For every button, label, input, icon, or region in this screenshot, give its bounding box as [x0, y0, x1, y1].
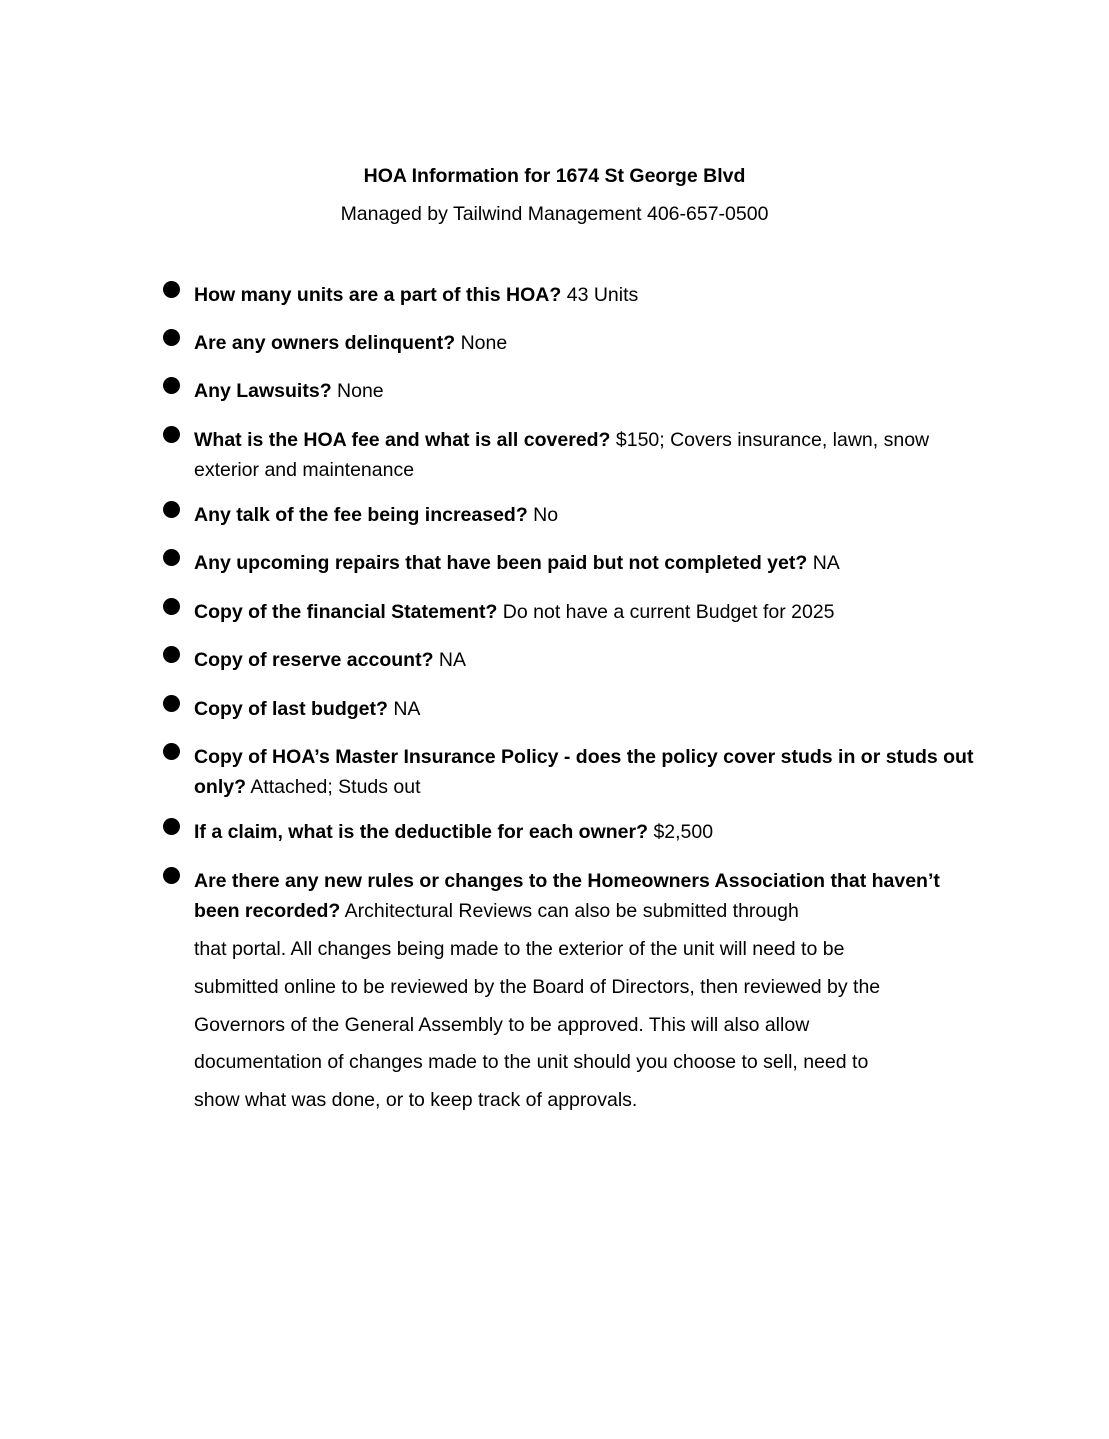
bullet-icon: [163, 329, 180, 346]
bullet-icon: [163, 549, 180, 566]
answer-text: NA: [812, 552, 840, 574]
list-item: [194, 867, 984, 926]
list-item: [194, 281, 984, 311]
bullet-icon: [163, 426, 180, 443]
paragraph-line: show what was done, or to keep track of approvals.: [194, 1089, 638, 1111]
answer-text: No: [533, 504, 559, 526]
bullet-icon: [163, 743, 180, 760]
paragraph-line: documentation of changes made to the unit should you choose to sell, need to: [194, 1051, 869, 1073]
list-item: [194, 377, 984, 407]
answer-text: Architectural Reviews can also be submitted through: [344, 899, 799, 922]
answer-text: NA: [438, 649, 466, 671]
question-text: Are any owners delinquent?: [194, 332, 456, 354]
bullet-icon: [163, 377, 180, 394]
bullet-icon: [163, 646, 180, 663]
question-text: If a claim, what is the deductible for each owner?: [194, 821, 649, 843]
paragraph-line: submitted online to be reviewed by the Board of Directors, then reviewed by the: [194, 976, 881, 998]
bullet-icon: [163, 818, 180, 835]
list-item: [194, 646, 984, 676]
question-text: What is the HOA fee and what is all covered?: [194, 429, 611, 451]
list-item: [194, 329, 984, 359]
list-item: [194, 695, 984, 725]
list-item: [194, 598, 984, 628]
question-text: Are there any new rules or changes to the Homeowners Association that haven’t been recorded?: [194, 870, 940, 922]
paragraph-line: Governors of the General Assembly to be approved. This will also allow: [194, 1014, 810, 1036]
answer-text: $150; Covers insurance, lawn, snow exterior and maintenance: [194, 429, 930, 481]
bullet-icon: [163, 695, 180, 712]
question-text: Any talk of the fee being increased?: [194, 504, 528, 526]
question-text: How many units are a part of this HOA?: [194, 284, 562, 306]
paragraph-line: that portal. All changes being made to the exterior of the unit will need to be: [194, 938, 845, 960]
bullet-icon: [163, 598, 180, 615]
bullet-icon: [163, 867, 180, 884]
question-text: Any Lawsuits?: [194, 380, 332, 402]
bullet-icon: [163, 501, 180, 518]
answer-text: $2,500: [653, 821, 714, 843]
answer-text: 43 Units: [566, 284, 639, 306]
page-title: HOA Information for 1674 St George Blvd: [363, 165, 746, 187]
question-text: Copy of HOA’s Master Insurance Policy - does the policy cover studs in or studs out only?: [194, 746, 974, 798]
list-item: [194, 426, 984, 485]
question-text: Any upcoming repairs that have been paid but not completed yet?: [194, 552, 808, 574]
answer-text: None: [337, 380, 384, 402]
question-text: Copy of last budget?: [194, 698, 388, 720]
list-item: [194, 743, 984, 802]
page-subtitle: Managed by Tailwind Management 406-657-0500: [340, 203, 769, 225]
list-item: [194, 501, 984, 531]
question-text: Copy of the financial Statement?: [194, 601, 498, 623]
question-text: Copy of reserve account?: [194, 649, 434, 671]
answer-text: Attached; Studs out: [250, 775, 421, 798]
list-item: [194, 549, 984, 579]
answer-text: NA: [393, 698, 421, 720]
bullet-icon: [163, 281, 180, 298]
answer-text: Do not have a current Budget for 2025: [502, 601, 835, 623]
list-item: [194, 818, 984, 848]
answer-text: None: [460, 332, 508, 354]
